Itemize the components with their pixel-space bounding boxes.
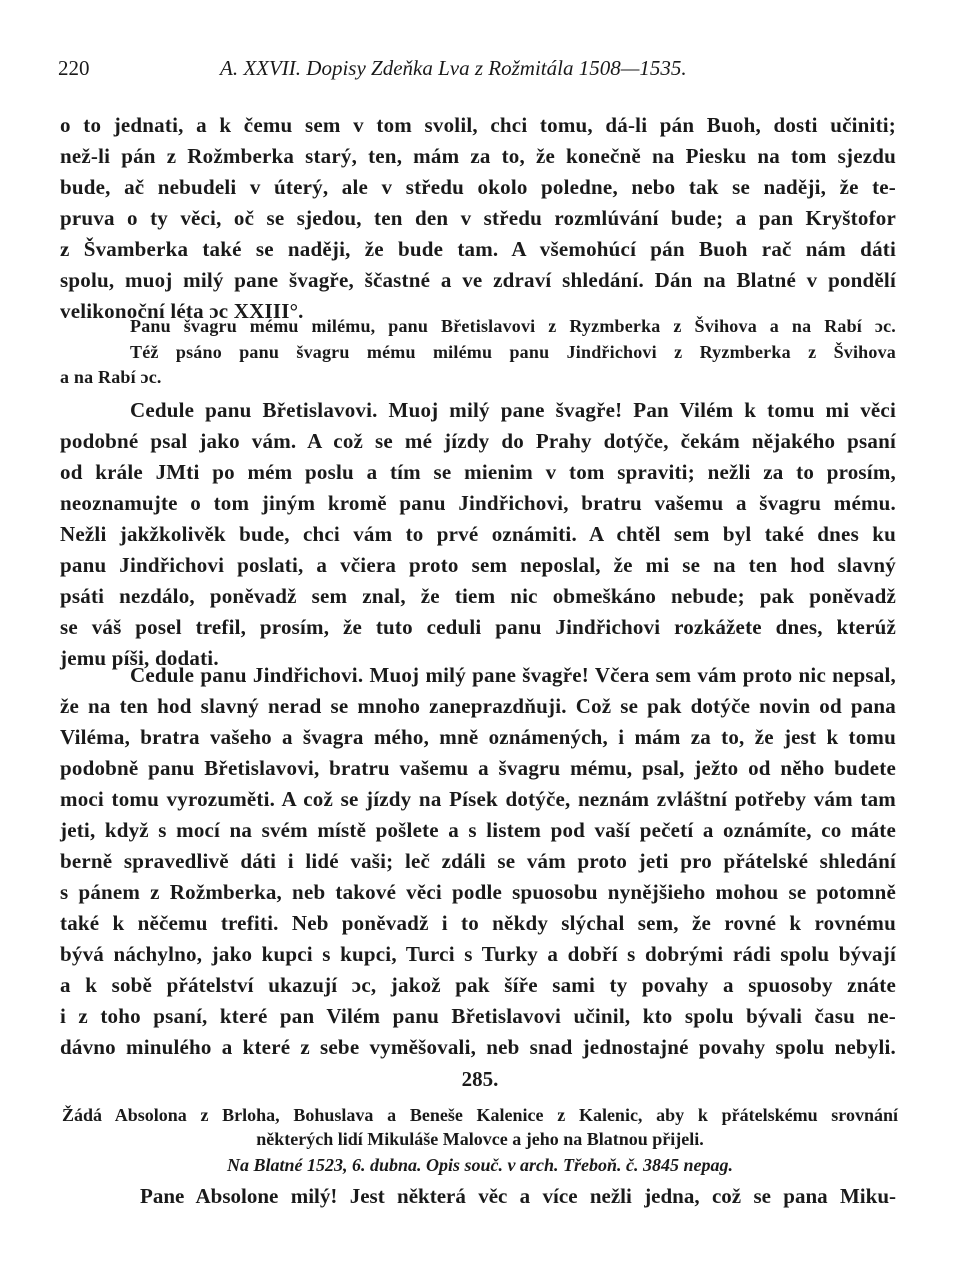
text-line: s pánem z Rožmberka, neb takové věci podle spuosobu nynějšieho mohou se potomně [60,880,896,904]
source-note: Na Blatné 1523, 6. dubna. Opis souč. v arch. Třeboň. č. 3845 nepag. [226,1155,734,1175]
page-number: 220 [58,56,90,80]
text-line: Nežli jakžkolivěk bude, chci vám to prvé oznámiti. A chtěl sem byl také dnes ku [60,522,896,546]
text-line: také k něčemu trefiti. Neb poněvadž i to někdy slýchal sem, že rovné k rovnému [60,911,896,935]
text-line: od krále JMti po mém poslu a tím se mienim v tom spraviti; nežli za to prosím, [60,460,896,484]
text-line: berně spravedlivě dáti i lidé vaši; leč zdáli se vám proto jeti pro přátelské shledání [60,849,896,873]
regest-line: Žádá Absolona z Brloha, Bohuslava a Beneše Kalenice z Kalenic, aby k přátelskému srovnání [62,1105,898,1125]
text-line: neoznamujte o tom jiným kromě panu Jindřichovi, bratru vašemu a švagru mému. [60,491,896,515]
text-line: o to jednati, a k čemu sem v tom svolil, chci tomu, dá-li pán Buoh, dosti učiniti; [60,113,896,137]
text-line: že na ten hod slavný nerad se mnoho zaneprazdňuji. Což se pak dotýče novin od pana [60,694,896,718]
paragraph-letter-ending [60,110,896,327]
text-line: moci tomu vyrozuměti. A což se jízdy na Písek dotýče, neznám zvláštní potřeby vám tam [60,787,896,811]
text-line: panu Jindřichovi poslati, a včiera proto sem neposlal, že mi se na ten hod slavný [60,553,896,577]
paragraph-cedule-bretislav [60,395,896,674]
text-line: Viléma, bratra vašeho a švagra mého, mně oznámených, i mám za to, že jest k tomu [60,725,896,749]
regest-line: některých lidí Mikuláše Malovce a jeho na Blatnou přijeli. [256,1129,704,1149]
text-line: podobné psal jako vám. A což se mé jízdy do Prahy dotýče, čekám nějakého psaní [60,429,896,453]
text-line: i z toho psaní, které pan Vilém panu Břetislavovi učinil, kto spolu bývali času ne- [60,1004,896,1028]
address-line: Též psáno panu švagru mému milému panu Jindřichovi z Ryzmberka z Švihova [130,342,896,362]
running-header [50,56,900,88]
text-line: Cedule panu Jindřichovi. Muoj milý pane švagře! Včera sem vám proto nic nepsal, [130,663,896,687]
text-line: a k sobě přátelství ukazují ɔc, jakož pak šíře sami ty povahy a spuosoby znáte [60,973,896,997]
address-line: Panu švagru mému milému, panu Břetislavovi z Ryzmberka z Švihova a na Rabí ɔc. [130,316,896,336]
text-line: Cedule panu Břetislavovi. Muoj milý pane švagře! Pan Vilém k tomu mi věci [130,398,896,422]
address-block [60,313,896,390]
text-line: se váš posel trefil, prosím, že tuto ceduli panu Jindřichovi rozkážete dnes, kterúž [60,615,896,639]
text-line: z Švamberka také se naději, že bude tam. A všemohúcí pán Buoh rač nám dáti [60,237,896,261]
text-line: bývá náchylno, jako kupci s kupci, Turci s Turky a dobří s dobrými rádi spolu bývají [60,942,896,966]
text-line: dávno minulého a které z sebe vyměšovali, neb snad jednostajné povahy spolu nebyli. [60,1035,896,1059]
text-line: pruva o ty věci, oč se sjedou, ten den v středu rozmlúvání bude; a pan Kryštofor [60,206,896,230]
text-line: spolu, muoj milý pane švagře, ščastné a ve zdraví shledání. Dán na Blatné v pondělí [60,268,896,292]
text-line: než-li pán z Rožmberka starý, ten, mám za to, že konečně na Piesku na tom sjezdu [60,144,896,168]
text-line: bude, ač nebudeli v úterý, ale v středu okolo poledne, nebo tak se naději, že te- [60,175,896,199]
text-line: podobně panu Břetislavovi, bratru vašemu a švagru mému, psal, ježto od něho budete [60,756,896,780]
text-line: jeti, když s mocí na svém místě pošlete a s listem pod vaší pečetí a oznámíte, co máte [60,818,896,842]
letter-opening-line: Pane Absolone milý! Jest některá věc a více nežli jedna, což se pana Miku- [140,1184,896,1208]
address-line: a na Rabí ɔc. [60,367,162,387]
text-line: jemu píši, dodati. [60,646,219,670]
paragraph-cedule-jindrich [60,660,896,1063]
document-number: 285. [461,1067,499,1091]
regest-block [62,1103,898,1179]
text-line: psáti nezdálo, poněvadž sem znal, že tiem nic obmeškáno nebude; pak poněvadž [60,584,896,608]
running-title: A. XXVII. Dopisy Zdeňka Lva z Rožmitála 1508—1535. [220,56,687,80]
text-line: velikonoční léta ɔc XXIII°. [60,299,304,323]
